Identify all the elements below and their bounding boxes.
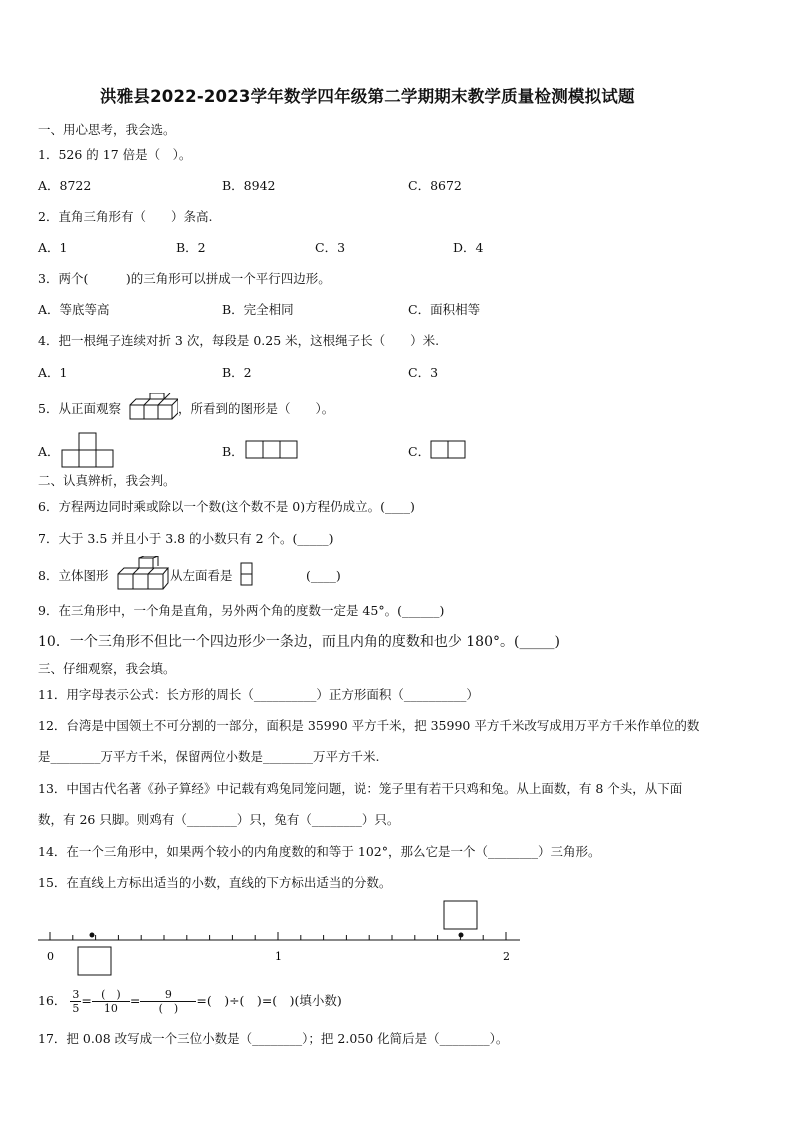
question-3: 3．两个( )的三角形可以拼成一个平行四边形。 bbox=[38, 271, 331, 286]
question-12-line1: 12．台湾是中国领土不可分割的一部分，面积是 35990 平方千米，把 35990 平方千米改写成用万平方千米作单位的数 bbox=[38, 718, 700, 733]
q4-option-c: C．3 bbox=[408, 365, 439, 380]
q4-option-b: B．2 bbox=[222, 365, 252, 380]
question-13-line2: 数，有 26 只脚。则鸡有（________）只，兔有（________）只。 bbox=[38, 812, 400, 827]
question-13-line1: 13．中国古代名著《孙子算经》中记载有鸡兔同笼问题，说：笼子里有若干只鸡和兔。从上面数，有 8 个头，从下面 bbox=[38, 781, 683, 796]
q5-option-c: C． bbox=[408, 444, 431, 459]
q1-option-a: A．8722 bbox=[38, 178, 92, 193]
q16-f2-denominator: 10 bbox=[103, 1002, 118, 1015]
question-10: 10．一个三角形不但比一个四边形少一条边，而且内角的度数和也少 180°。(_____) bbox=[38, 634, 560, 650]
q3-option-a: A．等底等高 bbox=[38, 302, 110, 317]
question-9: 9．在三角形中，一个角是直角，另外两个角的度数一定是 45°。(______) bbox=[38, 603, 445, 618]
q16-f3-numerator: 9 bbox=[140, 988, 196, 1002]
q3-option-c: C．面积相等 bbox=[408, 302, 481, 317]
q2-option-b: B．2 bbox=[176, 240, 206, 255]
question-4: 4．把一根绳子连续对折 3 次，每段是 0.25 米，这根绳子长（ ）米. bbox=[38, 333, 440, 348]
q5-option-a: A． bbox=[38, 444, 60, 459]
section-2-heading: 二、认真辨析，我会判。 bbox=[38, 473, 176, 488]
q16-equals-2: = bbox=[129, 993, 141, 1008]
cube-figure-icon bbox=[128, 393, 178, 423]
tick-label-0: 0 bbox=[47, 950, 54, 963]
question-6: 6．方程两边同时乘或除以一个数(这个数不是 0)方程仍成立。(____) bbox=[38, 499, 415, 514]
point-b bbox=[459, 933, 464, 938]
q2-option-a: A．1 bbox=[38, 240, 68, 255]
left-view-icon bbox=[240, 562, 254, 588]
q8-prefix: 8．立体图形 bbox=[38, 568, 109, 583]
section-3-heading: 三、仔细观察，我会填。 bbox=[38, 661, 176, 676]
question-12-line2: 是________万平方千米，保留两位小数是________万平方千米. bbox=[38, 749, 380, 764]
question-1: 1．526 的 17 倍是（ ）。 bbox=[38, 147, 192, 162]
q16-equals-1: = bbox=[81, 993, 92, 1008]
question-7: 7．大于 3.5 并且小于 3.8 的小数只有 2 个。(_____) bbox=[38, 531, 334, 546]
question-14: 14．在一个三角形中，如果两个较小的内角度数的和等于 102°，那么它是一个（________）三角形。 bbox=[38, 844, 601, 859]
q1-option-c: C．8672 bbox=[408, 178, 462, 193]
point-a bbox=[90, 933, 95, 938]
q5-option-b: B． bbox=[222, 444, 244, 459]
question-16 bbox=[38, 986, 342, 1016]
q16-label: 16． bbox=[38, 993, 67, 1008]
q8-mid: 从左面看是 bbox=[170, 568, 233, 583]
q5-suffix: ，所看到的图形是（ ）。 bbox=[178, 401, 335, 416]
fraction-3-5 bbox=[70, 988, 81, 1015]
question-2: 2．直角三角形有（ ）条高. bbox=[38, 209, 213, 224]
q8-answer: (____) bbox=[306, 568, 341, 583]
q16-f1-denominator: 5 bbox=[72, 1002, 80, 1015]
q2-option-d: D．4 bbox=[453, 240, 484, 255]
q2-option-c: C．3 bbox=[315, 240, 346, 255]
q5-prefix: 5．从正面观察 bbox=[38, 401, 121, 416]
q1-option-b: B．8942 bbox=[222, 178, 276, 193]
option-c-shape-icon bbox=[430, 440, 468, 460]
page-title: 洪雅县2022-2023学年数学四年级第二学期期末教学质量检测模拟试题 bbox=[100, 87, 635, 106]
question-17: 17．把 0.08 改写成一个三位小数是（________）；把 2.050 化简后是（________）。 bbox=[38, 1031, 509, 1046]
answer-box-top bbox=[444, 901, 477, 929]
solid-figure-icon bbox=[116, 556, 170, 592]
tick-label-2: 2 bbox=[503, 950, 510, 963]
fraction-9-blank bbox=[140, 988, 196, 1015]
option-a-shape-icon bbox=[60, 432, 114, 470]
q16-tail: =( )÷( )=( )(填小数) bbox=[196, 993, 342, 1008]
tick-label-1: 1 bbox=[275, 950, 282, 963]
q16-f3-denominator: ( ) bbox=[158, 1002, 179, 1015]
q16-f2-numerator: ( ) bbox=[92, 988, 130, 1002]
fraction-blank-10 bbox=[92, 988, 130, 1015]
q4-option-a: A．1 bbox=[38, 365, 68, 380]
question-15: 15．在直线上方标出适当的小数，直线的下方标出适当的分数。 bbox=[38, 875, 392, 890]
section-1-heading: 一、用心思考，我会选。 bbox=[38, 122, 176, 137]
q16-f1-numerator: 3 bbox=[72, 988, 80, 1001]
number-line bbox=[36, 898, 526, 978]
question-11: 11．用字母表示公式：长方形的周长（__________）正方形面积（__________） bbox=[38, 687, 479, 702]
q3-option-b: B．完全相同 bbox=[222, 302, 294, 317]
option-b-shape-icon bbox=[245, 440, 299, 460]
answer-box-bottom bbox=[78, 947, 111, 975]
